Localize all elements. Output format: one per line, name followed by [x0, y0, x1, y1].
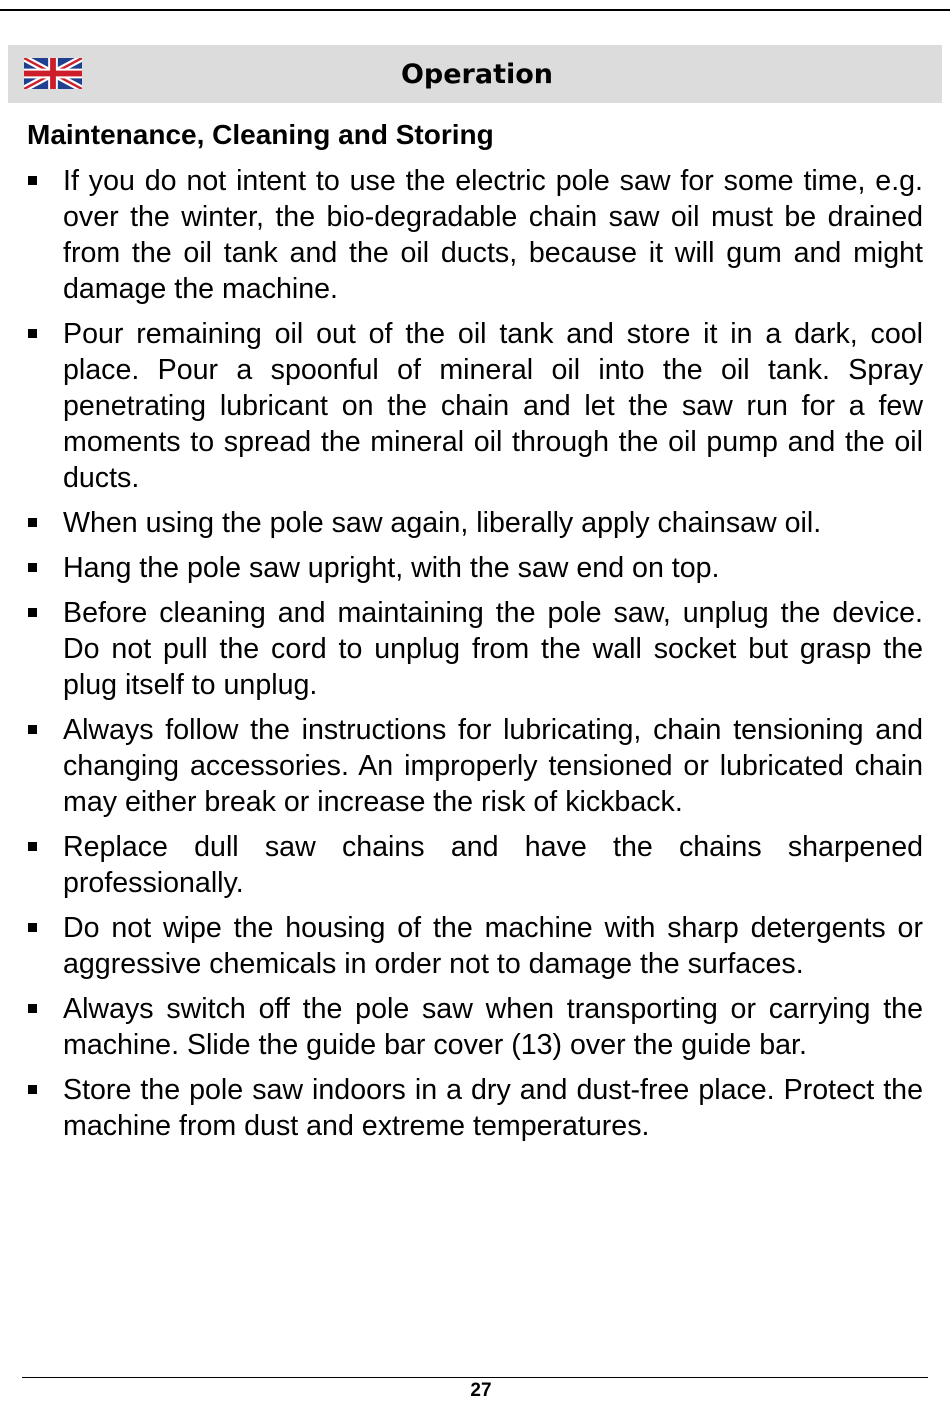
bullet-text: Do not wipe the housing of the machine with sharp detergents or aggressive chemicals in order not to damage the surfaces. [63, 912, 923, 980]
square-bullet-icon [28, 923, 37, 932]
bullet-text: Always follow the instructions for lubricating, chain tensioning and changing accessories. An improperly tensioned or lubricated chain may either break or increase the risk of kickback. [63, 714, 923, 818]
bullet-item [0, 910, 950, 982]
square-bullet-icon [28, 563, 37, 572]
bullet-text: Before cleaning and maintaining the pole saw, unplug the device. Do not pull the cord to unplug from the wall socket but grasp the plug itself to unplug. [63, 597, 923, 701]
bullet-text: Store the pole saw indoors in a dry and dust-free place. Protect the machine from dust and extreme temperatures. [63, 1074, 923, 1142]
bullet-item [0, 316, 950, 496]
square-bullet-icon [28, 329, 37, 338]
header-title: Operation [400, 59, 554, 90]
square-bullet-icon [28, 842, 37, 851]
section-header-bar [8, 45, 942, 103]
bullet-text: If you do not intent to use the electric pole saw for some time, e.g. over the winter, the bio-degradable chain saw oil must be drained from the oil tank and the oil ducts, because it will gum and might damage the machine. [63, 165, 923, 305]
maintenance-bullet-list [0, 163, 950, 1153]
bullet-item [0, 829, 950, 901]
bullet-item [0, 550, 950, 586]
bullet-item [0, 505, 950, 541]
bullet-item [0, 163, 950, 307]
bullet-text: Hang the pole saw upright, with the saw end on top. [63, 552, 720, 584]
square-bullet-icon [28, 725, 37, 734]
bullet-item [0, 712, 950, 820]
square-bullet-icon [28, 176, 37, 185]
bullet-text: Pour remaining oil out of the oil tank and store it in a dark, cool place. Pour a spoonful of mineral oil into the oil tank. Spray penetrating lubricant on the chain and let the saw run for a few moments to spread the mineral oil through the oil pump and the oil ducts. [63, 318, 923, 494]
square-bullet-icon [28, 1004, 37, 1013]
footer-rule [22, 1377, 928, 1378]
square-bullet-icon [28, 1085, 37, 1094]
page-number: 27 [470, 1380, 492, 1401]
bullet-item [0, 595, 950, 703]
bullet-text: Always switch off the pole saw when transporting or carrying the machine. Slide the guide bar cover (13) over the guide bar. [63, 993, 923, 1061]
top-rule [0, 9, 950, 11]
square-bullet-icon [28, 608, 37, 617]
bullet-text: When using the pole saw again, liberally apply chainsaw oil. [63, 507, 822, 539]
square-bullet-icon [28, 518, 37, 527]
section-title: Maintenance, Cleaning and Storing [27, 119, 494, 150]
bullet-text: Replace dull saw chains and have the chains sharpened professionally. [63, 831, 923, 899]
bullet-item [0, 991, 950, 1063]
bullet-item [0, 1072, 950, 1144]
